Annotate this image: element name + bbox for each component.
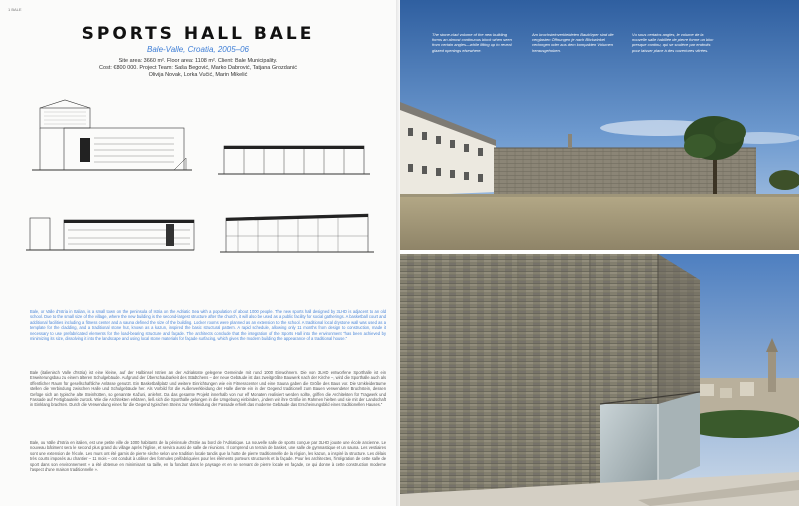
- section-drawing-perspective: [218, 206, 376, 262]
- body-text-german: Bale (italienisch Valle d'Istria) ist eine kleine, auf der Halbinsel Istrien an der Adriaküste gelegene Gemeinde mit rund 1000 Einwohnern. Die von 3LHD entworfene Sporthalle ist ein Erweiterungsbau zu einem älteren Schulgebäude. Aufgrund der Überschaubarkeit des Städtchens – der neue Gebäude ist das zweitgrößte Bauwerk nach der Kirche –, wird die Sporthalle auch als öffentlicher Raum für gesellschaftliche Anlässe genutzt. Ein Basketballplatz und weitere Einrichtungen wie ein Fitnesscenter und eine Sauna gaben die Größe des Baus vor. Die Umkleideräume stellen die Verbindung zwischen Halle und Schulgebäude her. Als Vorbild für die Außenverkleidung der Halle diente ein in der Gegend traditionell zum Bauen verwendeter Bruchstein, dessen Gefüge sich an typische alte Steinhütten, so genannte Kažuni, anlehnt. Da das gesamte Projekt innerhalb von nur elf Monaten realisiert werden sollte, griffen die Architekten für Tragwerk und Fassade auf Fertigbauteile zurück. Wie die Architekten erklären, ließ sich die Sporthalle gelungen in die Umgebung einbinden, „indem wir ihre Größe im Rahmen hielten und sie mit der Landschaft in Einklang brachten. Durch die Verwendung eines für die Gegend typischen Steins zur Verkleidung der Fassade erhielt das moderne Gebäude das Erscheinungsbild eines traditionellen Hauses.“: [30, 370, 386, 408]
- caption-french: Vu sous certains angles, le volume de la nouvelle salle habillée de pierre forme un bloc presque continu, qui se soulève par endroits pour laisser place à des ouvertures vitrées.: [632, 32, 714, 53]
- body-text-french: Bale, ou Valle d'Istria en italien, est une petite ville de 1000 habitants de la péninsule d'Istrie au bord de l'Adriatique. La nouvelle salle de sports conçue par 3LHD jouxte une école ancienne. Le nouveau bâtiment sera le second plus grand du village après l'église, et servira aussi de salle de réunions. Il comprend un terrain de basket, une salle de gymnastique et un sauna. Les vestiaires sont une extension de l'école. Les murs ont été garnis de pierre sèche selon une tradition locale tandis que la hutte de pierre traditionnelle de la région, les kazun, a inspiré la structure. Les délais très courts imposés au chantier – 11 mois – ont conduit à utiliser des formules préfabriquées pour les éléments porteurs structurels et la façade. Pour les architectes, l'intégration de cette salle de sport dans son environnement « a été obtenue en minimisant sa taille, en la fondant dans le paysage et en se servant de pierre locale en façade, ce qui donne à cette construction moderne l'aspect d'une maison traditionnelle ».: [30, 440, 386, 473]
- exterior-photo: [400, 0, 799, 250]
- body-text-english: Bale, or Valle d'Istria in Italian, is a small town on the peninsula of Istria on the Adriatic Sea with a population of about 1000 people. The new sports hall designed by 3LHD is adjacent to an old school. Due to the small size of the village, where the new building is the second-largest structure after the church, it will also be used as a public facility for social gatherings. A basketball court and additional facilities including a fitness center and a sauna defined the size of the building. Locker rooms were planned as an extension to the school. A traditional local drystone wall was used as a template for the cladding, and a traditional stone hut, known as a kazun, inspired the basic structural pattern. A rapid schedule, allowing only 11 months from design to construction, made it necessary to use prefabricated elements for the load-bearing structure and façade. The architects conclude that the integration of the Sports Hall into the environment "has been achieved by minimizing its size, dissolving it into the landscape and using local stone materials for façade surfacing, which gives the modern building the appearance of a traditional house.": [30, 309, 386, 342]
- left-page: [0, 0, 396, 506]
- section-drawing-long: [24, 98, 196, 184]
- folio: 1 BALE: [8, 7, 22, 12]
- credits-line-3: Olivija Novak, Lorka Vučić, Marin Mikelić: [148, 72, 248, 78]
- section-drawing-school: [24, 208, 196, 260]
- page-subtitle: Bale-Valle, Croatia, 2005–06: [147, 45, 249, 54]
- project-credits: [60, 58, 336, 79]
- right-page: [400, 0, 799, 506]
- page-title: SPORTS HALL BALE: [81, 24, 315, 44]
- credits-line-1: Site area: 3660 m². Floor area: 1108 m². Client: Bale Municipality.: [118, 58, 278, 64]
- section-drawing-cross: [214, 138, 374, 184]
- caption-german: Am bruchsteinverkleideten Baukörper sind die verglasten Öffnungen je nach Blickwinkel verborgen oder aus dem kompakten Volumen herausgehoben.: [532, 32, 614, 53]
- credits-line-2: Cost: €800 000. Project Team: Saša Begović, Marko Dabrović, Tatjana Grozdanić: [99, 65, 297, 71]
- corner-detail-photo: [400, 254, 799, 506]
- caption-english: The stone-clad volume of the new building forms an almost continuous block when seen from certain angles—while lifting up to reveal glazed openings elsewhere.: [432, 32, 512, 53]
